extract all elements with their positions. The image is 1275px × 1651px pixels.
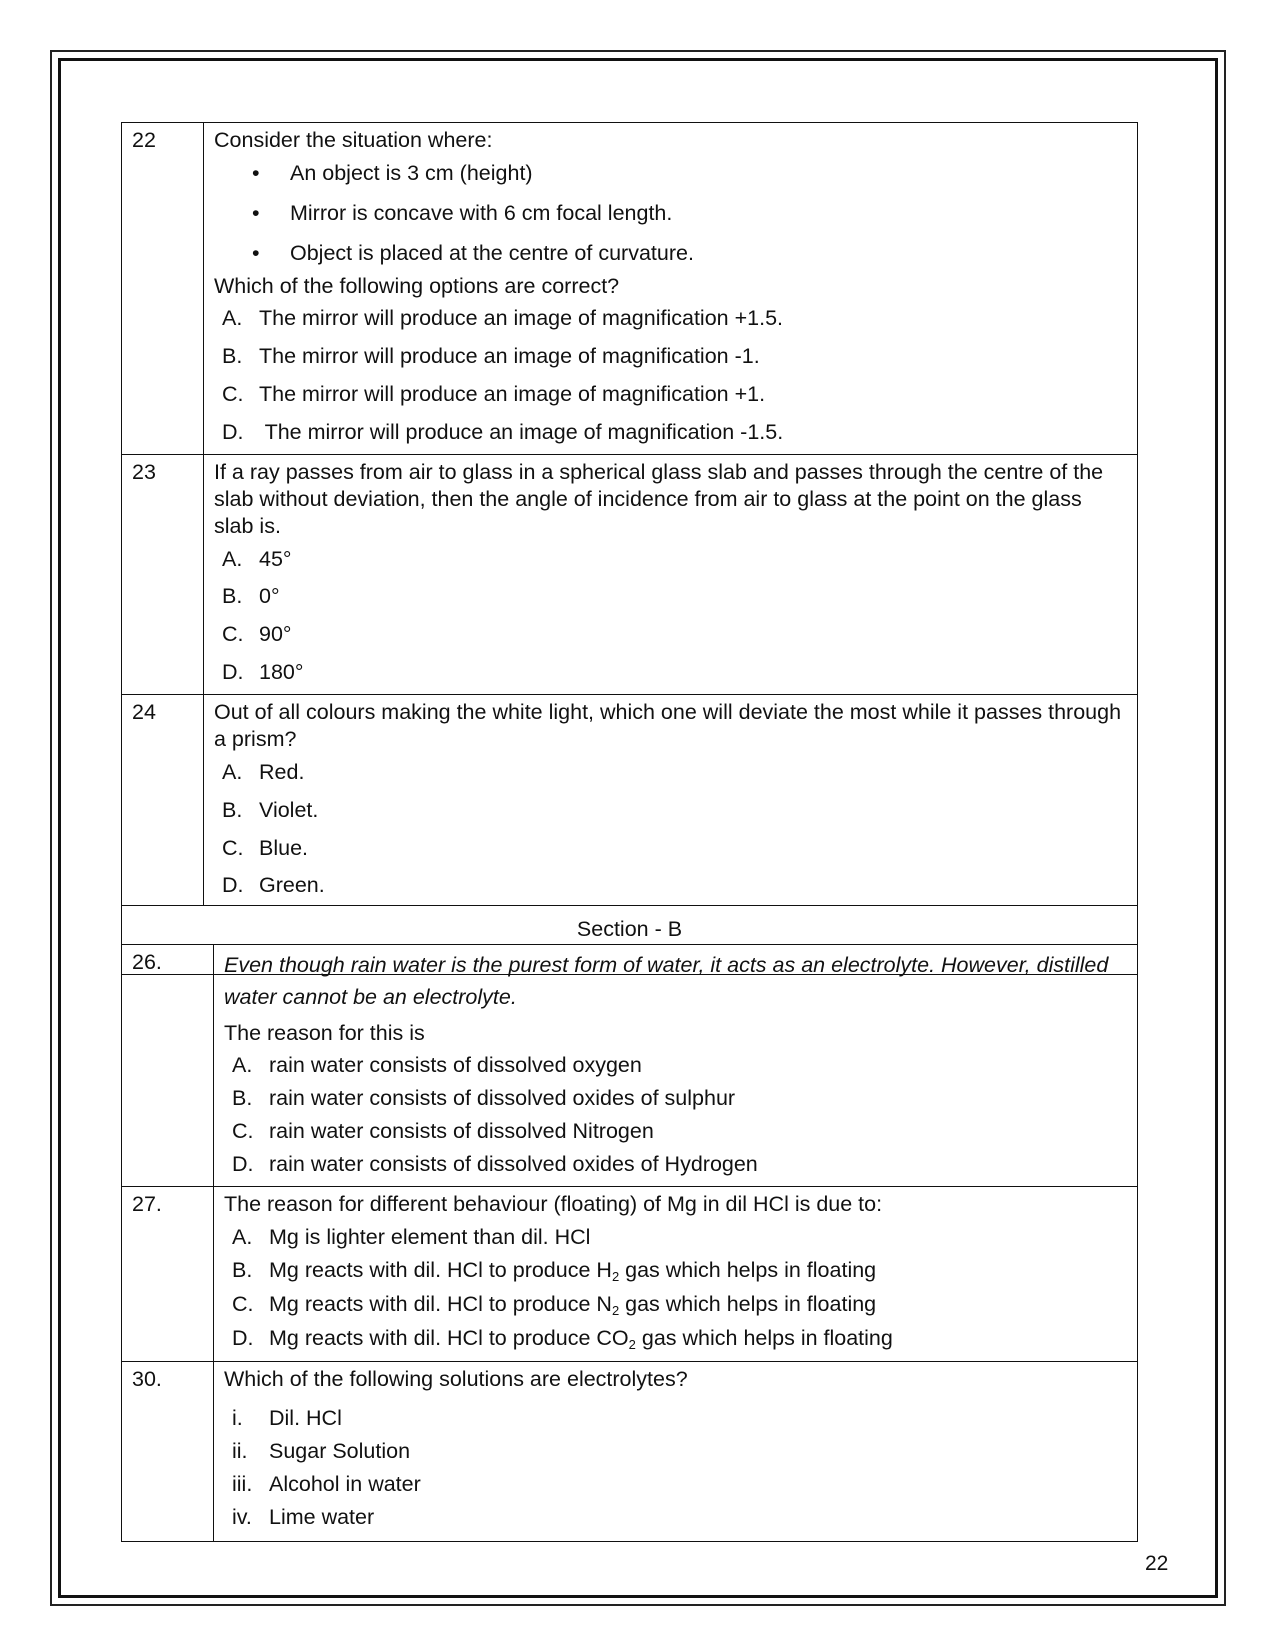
question-number: 22 xyxy=(122,123,204,455)
question-text: Out of all colours making the white light, which one will deviate the most while it passes through a prism? xyxy=(214,700,1122,751)
option-list xyxy=(222,546,1127,687)
option-item: A. The mirror will produce an image of magnification +1.5. xyxy=(222,306,784,331)
option-item: ii. Sugar Solution xyxy=(232,1439,411,1464)
option-list xyxy=(232,1052,1127,1178)
bullet-item: • An object is 3 cm (height) xyxy=(252,160,533,185)
bullet-icon: • xyxy=(252,200,260,225)
option-item: D. The mirror will produce an image of magnification -1.5. xyxy=(222,420,784,444)
question-row xyxy=(122,695,1138,906)
option-list xyxy=(222,759,1127,900)
option-item: D. 180° xyxy=(222,660,304,685)
option-item: C. Mg reacts with dil. HCl to produce $N_2$ gas which helps in floating xyxy=(232,1291,877,1318)
question-row xyxy=(122,945,1138,1187)
option-item: B. The mirror will produce an image of magnification -1. xyxy=(222,344,760,369)
option-item: D. Mg reacts with dil. HCl to produce $CO_2$ gas which helps in floating xyxy=(232,1326,893,1353)
option-item: B. Violet. xyxy=(222,797,319,822)
bullet-item: • Mirror is concave with 6 cm focal length. xyxy=(252,200,673,225)
question-body xyxy=(204,123,1138,455)
option-list xyxy=(232,1224,1127,1354)
question-number: 30. xyxy=(122,1362,214,1541)
bullet-icon: • xyxy=(252,240,260,265)
section-heading: Section - B xyxy=(122,906,1138,975)
question-intro: Consider the situation where: xyxy=(214,128,493,152)
question-number: 27. xyxy=(122,1186,214,1362)
option-item: B. Mg reacts with dil. HCl to produce $H_2$ gas which helps in floating xyxy=(232,1257,877,1284)
option-list xyxy=(222,305,1127,446)
option-item: B. rain water consists of dissolved oxides of sulphur xyxy=(232,1086,736,1111)
option-item: D. Green. xyxy=(222,873,325,898)
question-body xyxy=(214,1362,1138,1541)
option-item: C. Blue. xyxy=(222,835,309,860)
bullet-item: • Object is placed at the centre of curvature. xyxy=(252,240,694,265)
option-item: iii. Alcohol in water xyxy=(232,1472,421,1496)
question-prompt: Which of the following options are correct? xyxy=(214,273,620,298)
question-body xyxy=(214,945,1138,1187)
option-item: C. The mirror will produce an image of magnification +1. xyxy=(222,382,766,407)
option-item: D. rain water consists of dissolved oxides of Hydrogen xyxy=(232,1152,758,1176)
option-item: A. rain water consists of dissolved oxygen xyxy=(232,1053,642,1078)
page-number: 22 xyxy=(1145,1552,1169,1575)
question-table xyxy=(121,122,1138,975)
question-number: 23 xyxy=(122,454,204,694)
option-item: C. rain water consists of dissolved Nitrogen xyxy=(232,1119,654,1144)
question-statement: Even though rain water is the purest form of water, it acts as an electrolyte. However, distilled water cannot be an electrolyte. xyxy=(224,953,1109,1010)
bullet-list xyxy=(214,160,1127,267)
option-item: A. 45° xyxy=(222,546,292,571)
option-item: i. Dil. HCl xyxy=(232,1406,342,1431)
question-prompt: The reason for this is xyxy=(224,1020,425,1045)
question-body xyxy=(204,695,1138,906)
option-item: A. Mg is lighter element than dil. HCl xyxy=(232,1224,591,1249)
question-number: 24 xyxy=(122,695,204,906)
question-prompt: The reason for different behaviour (floating) of Mg in dil HCl is due to: xyxy=(224,1191,883,1216)
question-body xyxy=(204,454,1138,694)
option-item: iv. Lime water xyxy=(232,1504,375,1529)
question-row xyxy=(122,454,1138,694)
option-list xyxy=(232,1405,1127,1531)
option-item: B. 0° xyxy=(222,584,280,609)
question-body xyxy=(214,1186,1138,1362)
option-item: A. Red. xyxy=(222,759,305,784)
question-text: If a ray passes from air to glass in a spherical glass slab and passes through the centre of the slab without deviation, then the angle of incidence from air to glass at the point on the glass slab is. xyxy=(214,459,1104,538)
question-row xyxy=(122,1186,1138,1362)
question-number: 26. xyxy=(122,945,214,1187)
bullet-icon: • xyxy=(252,160,260,185)
option-item: C. 90° xyxy=(222,622,292,647)
question-prompt: Which of the following solutions are electrolytes? xyxy=(224,1367,688,1392)
question-row xyxy=(122,123,1138,455)
question-row xyxy=(122,1362,1138,1541)
question-table-section-b xyxy=(121,944,1138,1542)
